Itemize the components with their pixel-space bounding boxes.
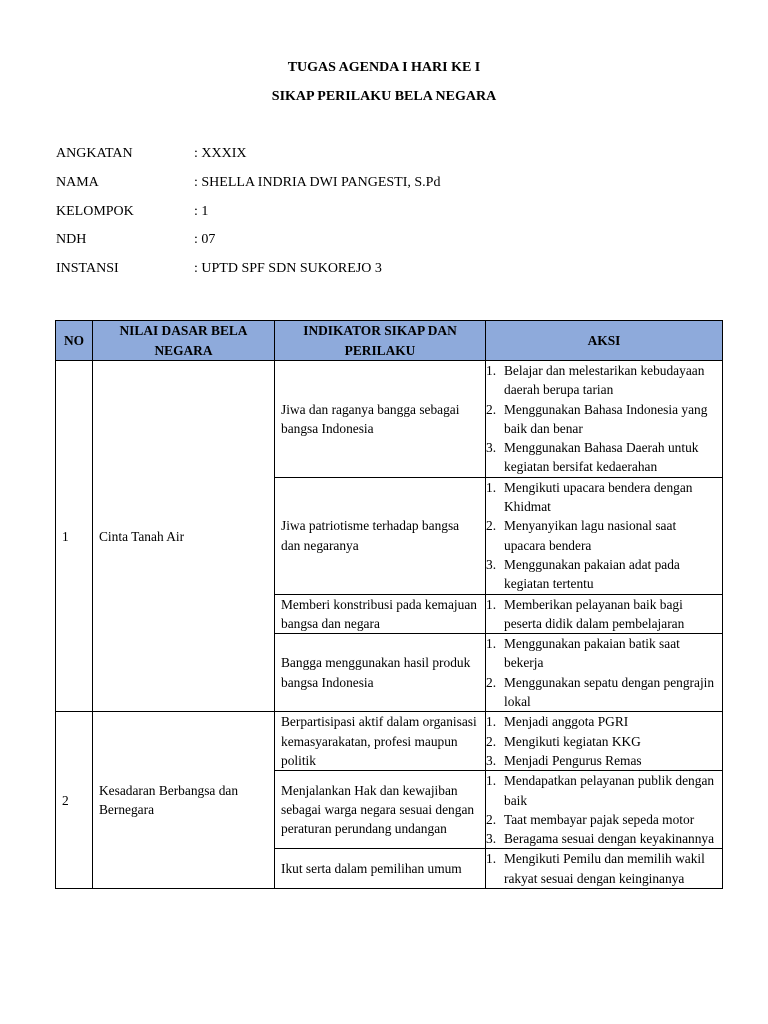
aksi-item [486, 438, 718, 477]
info-value: : 1 [194, 204, 209, 219]
aksi-item-text: Menjadi anggota PGRI [504, 714, 629, 730]
info-label: ANGKATAN [56, 146, 133, 161]
aksi-item-number: 1. [486, 363, 497, 378]
aksi-item-text: Memberikan pelayanan baik bagi peserta didik dalam pembelajaran [504, 596, 685, 631]
table-row [56, 712, 723, 771]
aksi-list [486, 771, 722, 848]
aksi-item [486, 751, 718, 770]
aksi-item-number: 1. [486, 851, 497, 867]
aksi-item-number: 3. [486, 440, 497, 456]
aksi-item-text: Mendapatkan pelayanan publik dengan baik [504, 773, 715, 808]
info-value: : UPTD SPF SDN SUKOREJO 3 [194, 261, 382, 276]
info-label: NAMA [56, 175, 99, 190]
info-label: KELOMPOK [56, 204, 134, 219]
table-row [56, 361, 723, 478]
info-label: NDH [56, 232, 87, 247]
aksi-item [486, 400, 718, 439]
cell-no: 2 [56, 712, 93, 889]
cell-indikator: Jiwa dan raganya bangga sebagai bangsa Indonesia [275, 361, 486, 478]
aksi-item-number: 3. [486, 752, 497, 768]
aksi-item-text: Taat membayar pajak sepeda motor [504, 811, 695, 827]
aksi-item-number: 1. [486, 773, 497, 789]
cell-aksi [486, 849, 723, 889]
cell-aksi [486, 634, 723, 712]
aksi-item-number: 2. [486, 811, 497, 827]
document-title: TUGAS AGENDA I HARI KE I [287, 60, 481, 75]
aksi-item-text: Beragama sesuai dengan keyakinannya [504, 831, 715, 847]
aksi-item-number: 1. [486, 479, 497, 495]
header-no: NO [56, 321, 93, 361]
aksi-item [486, 478, 718, 517]
aksi-item-text: Menjadi Pengurus Remas [504, 752, 642, 768]
cell-aksi [486, 712, 723, 771]
aksi-list [486, 478, 722, 594]
document-subtitle: SIKAP PERILAKU BELA NEGARA [271, 89, 497, 104]
aksi-item-number: 1. [486, 636, 497, 652]
aksi-item-text: Mengikuti upacara bendera dengan Khidmat [504, 479, 693, 515]
cell-no: 1 [56, 361, 93, 712]
aksi-item-number: 1. [486, 596, 497, 612]
cell-aksi [486, 771, 723, 849]
aksi-item-text: Mengikuti kegiatan KKG [504, 733, 641, 749]
info-label: INSTANSI [56, 261, 119, 276]
cell-indikator: Memberi konstribusi pada kemajuan bangsa dan negara [275, 594, 486, 634]
info-value: : SHELLA INDRIA DWI PANGESTI, S.Pd [194, 175, 441, 190]
aksi-list [486, 595, 722, 634]
cell-indikator: Jiwa patriotisme terhadap bangsa dan negaranya [275, 477, 486, 594]
aksi-list [486, 712, 722, 770]
aksi-item-text: Mengikuti Pemilu dan memilih wakil rakyat sesuai dengan keinginanya [504, 851, 705, 886]
aksi-item-number: 2. [486, 401, 497, 417]
aksi-item [486, 673, 718, 712]
cell-indikator: Menjalankan Hak dan kewajiban sebagai warga negara sesuai dengan peraturan perundang undangan [275, 771, 486, 849]
aksi-item-number: 3. [486, 831, 497, 847]
aksi-item [486, 712, 718, 731]
header-aksi: AKSI [486, 321, 723, 361]
info-value: : 07 [194, 232, 216, 247]
cell-aksi [486, 477, 723, 594]
cell-nilai-dasar: Kesadaran Berbangsa dan Bernegara [93, 712, 275, 889]
aksi-item [486, 732, 718, 751]
aksi-item-text: Menggunakan Bahasa Indonesia yang baik dan benar [504, 401, 708, 436]
aksi-list [486, 361, 722, 477]
table-header-row [56, 321, 723, 361]
cell-aksi [486, 361, 723, 478]
aksi-item [486, 771, 718, 810]
aksi-item-text: Menyanyikan lagu nasional saat upacara bendera [504, 518, 677, 553]
aksi-item-number: 3. [486, 556, 497, 572]
aksi-item [486, 361, 718, 400]
cell-indikator: Bangga menggunakan hasil produk bangsa Indonesia [275, 634, 486, 712]
aksi-list [486, 634, 722, 711]
aksi-item-text: Menggunakan Bahasa Daerah untuk kegiatan bersifat kedaerahan [504, 440, 699, 475]
aksi-item-text: Menggunakan pakaian batik saat bekerja [504, 636, 680, 671]
aksi-item-text: Menggunakan sepatu dengan pengrajin lokal [504, 674, 715, 710]
aksi-item-number: 2. [486, 674, 497, 690]
aksi-item-text: Menggunakan pakaian adat pada kegiatan tertentu [504, 556, 680, 592]
header-indikator: INDIKATOR SIKAP DAN PERILAKU [275, 321, 486, 361]
aksi-item [486, 516, 718, 555]
cell-aksi [486, 594, 723, 634]
aksi-item [486, 849, 718, 888]
aksi-list [486, 849, 722, 888]
aksi-item-number: 1. [486, 714, 497, 730]
aksi-item-number: 2. [486, 518, 497, 534]
aksi-item [486, 555, 718, 594]
bela-negara-table [55, 320, 723, 889]
table-body [56, 361, 723, 889]
aksi-item [486, 829, 718, 848]
aksi-item [486, 595, 718, 634]
info-value: : XXXIX [194, 146, 247, 161]
aksi-item-text: Belajar dan melestarikan kebudayaan daerah berupa tarian [504, 363, 705, 398]
aksi-item [486, 634, 718, 673]
cell-indikator: Berpartisipasi aktif dalam organisasi kemasyarakatan, profesi maupun politik [275, 712, 486, 771]
aksi-item-number: 2. [486, 733, 497, 749]
header-nilai: NILAI DASAR BELA NEGARA [93, 321, 275, 361]
aksi-item [486, 810, 718, 829]
cell-indikator: Ikut serta dalam pemilihan umum [275, 849, 486, 889]
cell-nilai-dasar: Cinta Tanah Air [93, 361, 275, 712]
